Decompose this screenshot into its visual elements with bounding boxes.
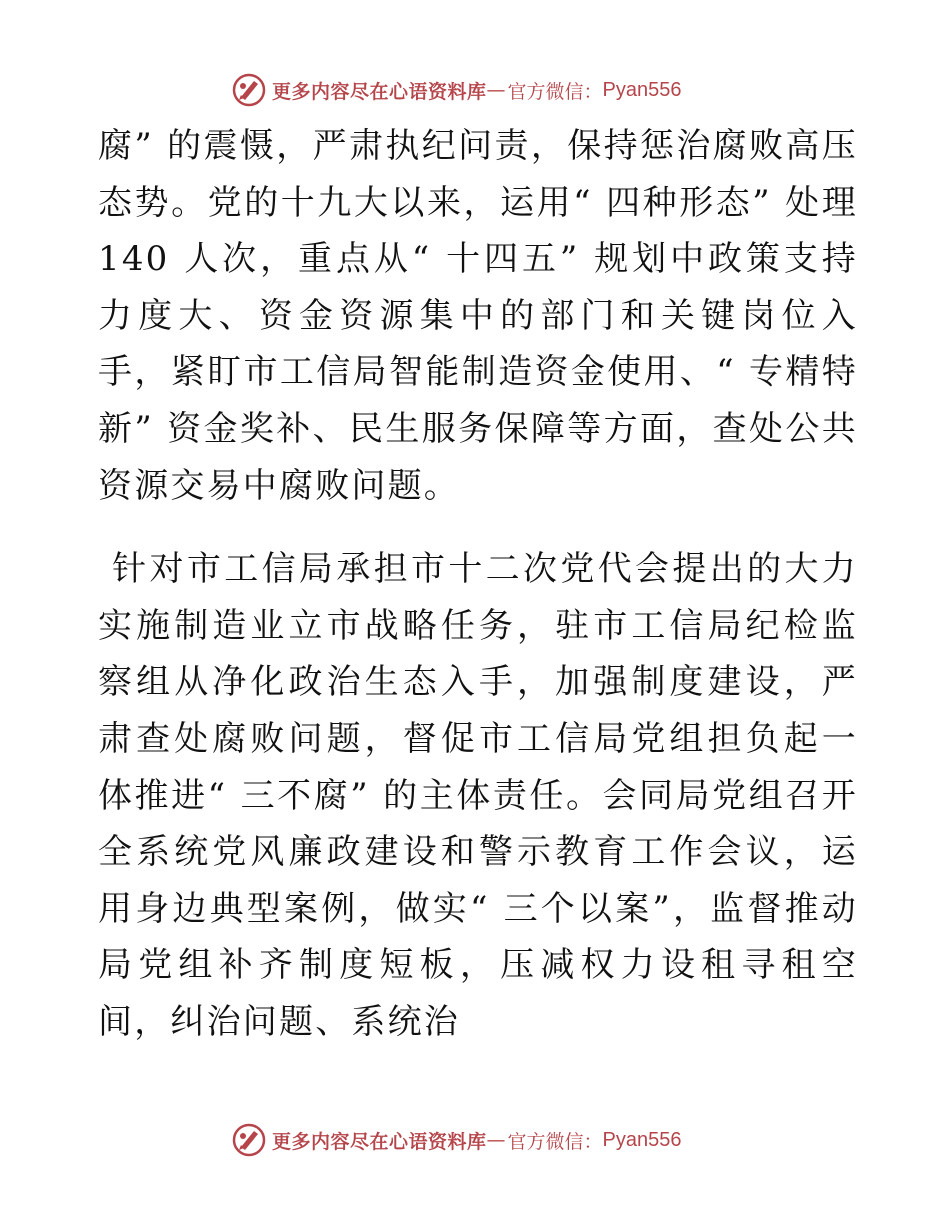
watermark-separator: — — [486, 79, 506, 101]
watermark-logo-icon — [232, 73, 266, 107]
footer-watermark — [232, 1122, 682, 1158]
watermark-label: 官方微信： — [507, 80, 603, 103]
watermark-account: Pyan556 — [602, 1128, 682, 1151]
watermark-label: 官方微信： — [507, 1130, 603, 1153]
document-body — [98, 118, 858, 1051]
paragraph: 腐” 的震慑，严肃执纪问责，保持惩治腐败高压态势。党的十九大以来，运用“ 四种形态” 处理140 人次，重点从“ 十四五” 规划中政策支持力度大、资金资源集中的部门和关键岗位入手，紧盯市工信局智能制造资金使用、“ 专精特新” 资金奖补、民生服务保障等方面，查处公共资源交易中腐败问题。 — [98, 126, 858, 506]
watermark-slogan: 更多内容尽在心语资料库 — [272, 1130, 487, 1153]
paragraph: 针对市工信局承担市十二次党代会提出的大力实施制造业立市战略任务，驻市工信局纪检监察组从净化政治生态入手，加强制度建设，严肃查处腐败问题，督促市工信局党组担负起一体推进“ 三不腐” 的主体责任。会同局党组召开全系统党风廉政建设和警示教育工作会议，运用身边典型案例，做实“ 三个以案”，监督推动局党组补齐制度短板，压减权力设租寻租空间，纠治问题、系统治 — [98, 549, 859, 1042]
header-watermark — [232, 72, 682, 108]
watermark-logo-icon — [232, 1123, 266, 1157]
watermark-separator: — — [486, 1129, 506, 1151]
watermark-account: Pyan556 — [602, 78, 682, 101]
watermark-slogan: 更多内容尽在心语资料库 — [272, 80, 487, 103]
